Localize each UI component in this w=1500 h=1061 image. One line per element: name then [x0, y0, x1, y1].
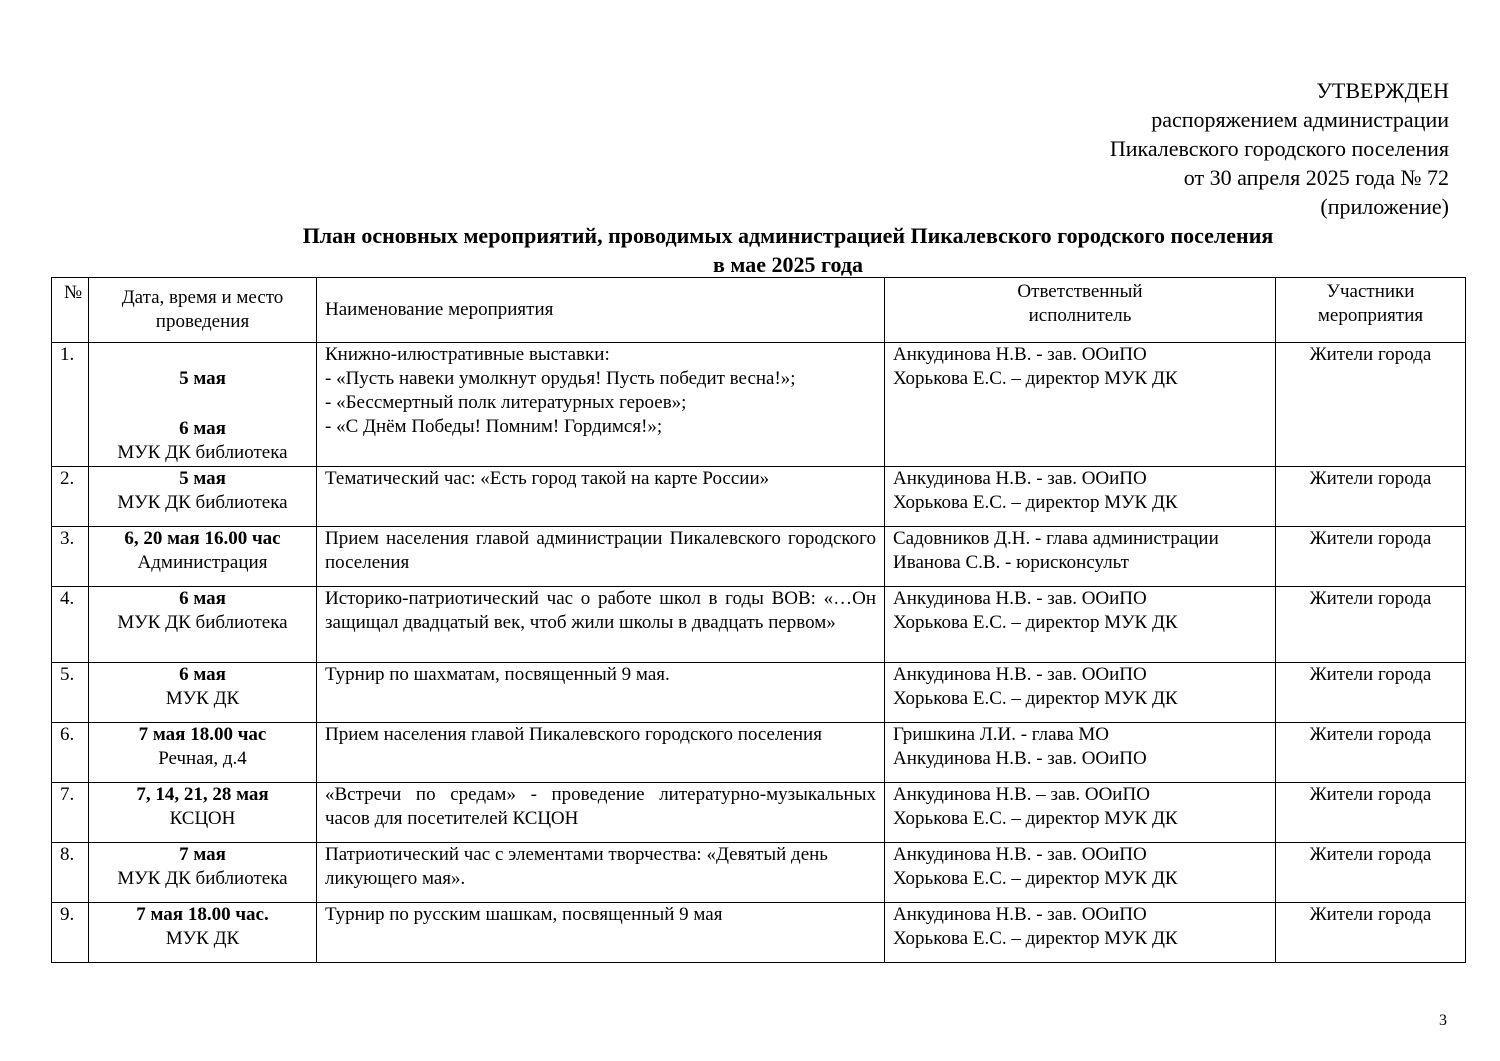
table-row: [52, 663, 1466, 723]
row-participants: Жители города: [1276, 467, 1466, 527]
row-responsible: [885, 343, 1276, 467]
row-date: 5 мая: [179, 468, 226, 489]
responsible-person: Хорькова Е.С. – директор МУК ДК: [893, 368, 1178, 389]
header-date: [89, 278, 317, 343]
row-date-place: [89, 467, 317, 527]
row-participants: Жители города: [1276, 843, 1466, 903]
row-event-name: [317, 343, 885, 467]
header-part-line: Участники: [1326, 281, 1415, 302]
row-number: 1.: [52, 343, 89, 467]
responsible-person: Хорькова Е.С. – директор МУК ДК: [893, 928, 1178, 949]
table-header-row: [52, 278, 1466, 343]
row-place: Речная, д.4: [158, 748, 247, 769]
table-row: [52, 527, 1466, 587]
row-event-name: Патриотический час с элементами творчества: «Девятый день ликующего мая».: [317, 843, 885, 903]
title-line: План основных мероприятий, проводимых администрацией Пикалевского городского поселения: [302, 223, 1274, 248]
responsible-person: Гришкина Л.И. - глава МО: [893, 724, 1110, 745]
responsible-person: Хорькова Е.С. – директор МУК ДК: [893, 688, 1178, 709]
row-responsible: [885, 527, 1276, 587]
row-place: МУК ДК библиотека: [117, 492, 288, 513]
row-date: 7, 14, 21, 28 мая: [136, 784, 269, 805]
table-row: [52, 783, 1466, 843]
row-number: 6.: [52, 723, 89, 783]
approval-line: от 30 апреля 2025 года № 72: [1183, 165, 1449, 190]
row-place: МУК ДК библиотека: [117, 868, 288, 889]
header-part-line: мероприятия: [1317, 305, 1424, 326]
row-event-name: Историко-патриотический час о работе школ в годы ВОВ: «…Он защищал двадцатый век, чтоб жили школы в двадцать первом»: [317, 587, 885, 663]
responsible-person: Хорькова Е.С. – директор МУК ДК: [893, 808, 1178, 829]
row-date: 7 мая 18.00 час: [138, 724, 267, 745]
header-participants: [1276, 278, 1466, 343]
row-date-place: [89, 903, 317, 963]
row-participants: Жители города: [1276, 527, 1466, 587]
row-responsible: [885, 587, 1276, 663]
row-place: Администрация: [137, 552, 268, 573]
row-number: 2.: [52, 467, 89, 527]
row-participants: Жители города: [1276, 723, 1466, 783]
row-date: 6 мая: [179, 588, 226, 609]
row-event-name: Турнир по шахматам, посвященный 9 мая.: [317, 663, 885, 723]
row-participants: Жители города: [1276, 903, 1466, 963]
row-date-place: [89, 343, 317, 467]
header-resp-line: Ответственный: [1017, 281, 1143, 302]
responsible-person: Анкудинова Н.В. - зав. ООиПО: [893, 904, 1147, 925]
responsible-person: Анкудинова Н.В. - зав. ООиПО: [893, 664, 1147, 685]
table-row: [52, 587, 1466, 663]
row-event-name: Турнир по русским шашкам, посвященный 9 мая: [317, 903, 885, 963]
row-responsible: [885, 843, 1276, 903]
responsible-person: Анкудинова Н.В. - зав. ООиПО: [893, 844, 1147, 865]
row-responsible: [885, 663, 1276, 723]
responsible-person: Хорькова Е.С. – директор МУК ДК: [893, 868, 1178, 889]
table-row: [52, 843, 1466, 903]
event-line: - «Пусть навеки умолкнут орудья! Пусть победит весна!»;: [325, 368, 796, 389]
row-place: МУК ДК библиотека: [117, 442, 288, 463]
row-responsible: [885, 783, 1276, 843]
table-row: [52, 903, 1466, 963]
row-event-name: Прием населения главой администрации Пикалевского городского поселения: [317, 527, 885, 587]
row-date: 7 мая: [179, 844, 226, 865]
row-responsible: [885, 903, 1276, 963]
table-row: [52, 723, 1466, 783]
header-number: №: [52, 278, 89, 343]
approval-line: (приложение): [1320, 194, 1449, 219]
row-responsible: [885, 723, 1276, 783]
header-date-line: проведения: [155, 311, 250, 332]
row-date: 6, 20 мая 16.00 час: [124, 528, 281, 549]
row-date-place: [89, 843, 317, 903]
row-date: 5 мая: [179, 368, 226, 389]
row-date: 6 мая: [179, 664, 226, 685]
row-date: 7 мая 18.00 час.: [136, 904, 269, 925]
row-date-place: [89, 783, 317, 843]
row-responsible: [885, 467, 1276, 527]
row-place: МУК ДК: [165, 928, 240, 949]
responsible-person: Анкудинова Н.В. - зав. ООиПО: [893, 748, 1147, 769]
responsible-person: Анкудинова Н.В. – зав. ООиПО: [893, 784, 1150, 805]
event-line: - «Бессмертный полк литературных героев»;: [325, 392, 687, 413]
row-number: 9.: [52, 903, 89, 963]
title-line: в мае 2025 года: [713, 252, 863, 277]
row-date-place: [89, 723, 317, 783]
approval-line: УТВЕРЖДЕН: [1316, 78, 1449, 103]
table-row: [52, 467, 1466, 527]
approval-line: распоряжением администрации: [1151, 107, 1449, 132]
row-date-place: [89, 587, 317, 663]
responsible-person: Иванова С.В. - юрисконсульт: [893, 552, 1129, 573]
row-number: 7.: [52, 783, 89, 843]
responsible-person: Хорькова Е.С. – директор МУК ДК: [893, 612, 1178, 633]
responsible-person: Хорькова Е.С. – директор МУК ДК: [893, 492, 1178, 513]
row-date-place: [89, 527, 317, 587]
row-event-name: «Встречи по средам» - проведение литературно-музыкальных часов для посетителей КСЦОН: [317, 783, 885, 843]
row-place: КСЦОН: [169, 808, 236, 829]
event-line: Книжно-илюстративные выставки:: [325, 344, 610, 365]
row-number: 3.: [52, 527, 89, 587]
row-date-place: [89, 663, 317, 723]
responsible-person: Анкудинова Н.В. - зав. ООиПО: [893, 344, 1147, 365]
event-line: - «С Днём Победы! Помним! Гордимся!»;: [325, 416, 663, 437]
page-number: 3: [1439, 1012, 1447, 1029]
row-event-name: Прием населения главой Пикалевского городского поселения: [317, 723, 885, 783]
header-event-name: Наименование мероприятия: [317, 278, 885, 343]
responsible-person: Анкудинова Н.В. - зав. ООиПО: [893, 588, 1147, 609]
row-number: 5.: [52, 663, 89, 723]
row-participants: Жители города: [1276, 663, 1466, 723]
approval-line: Пикалевского городского поселения: [1109, 136, 1449, 161]
row-date: 6 мая: [179, 418, 226, 439]
row-place: МУК ДК: [165, 688, 240, 709]
table-row: [52, 343, 1466, 467]
approval-stamp: [1110, 76, 1449, 221]
responsible-person: Анкудинова Н.В. - зав. ООиПО: [893, 468, 1147, 489]
header-date-line: Дата, время и место: [121, 287, 284, 308]
row-participants: Жители города: [1276, 587, 1466, 663]
header-resp-line: исполнитель: [1028, 305, 1132, 326]
responsible-person: Садовников Д.Н. - глава администрации: [893, 528, 1219, 549]
row-event-name: Тематический час: «Есть город такой на карте России»: [317, 467, 885, 527]
events-table: [51, 277, 1466, 963]
row-place: МУК ДК библиотека: [117, 612, 288, 633]
row-number: 8.: [52, 843, 89, 903]
row-number: 4.: [52, 587, 89, 663]
row-participants: Жители города: [1276, 783, 1466, 843]
row-participants: Жители города: [1276, 343, 1466, 467]
header-responsible: [885, 278, 1276, 343]
document-title: [0, 221, 1500, 279]
